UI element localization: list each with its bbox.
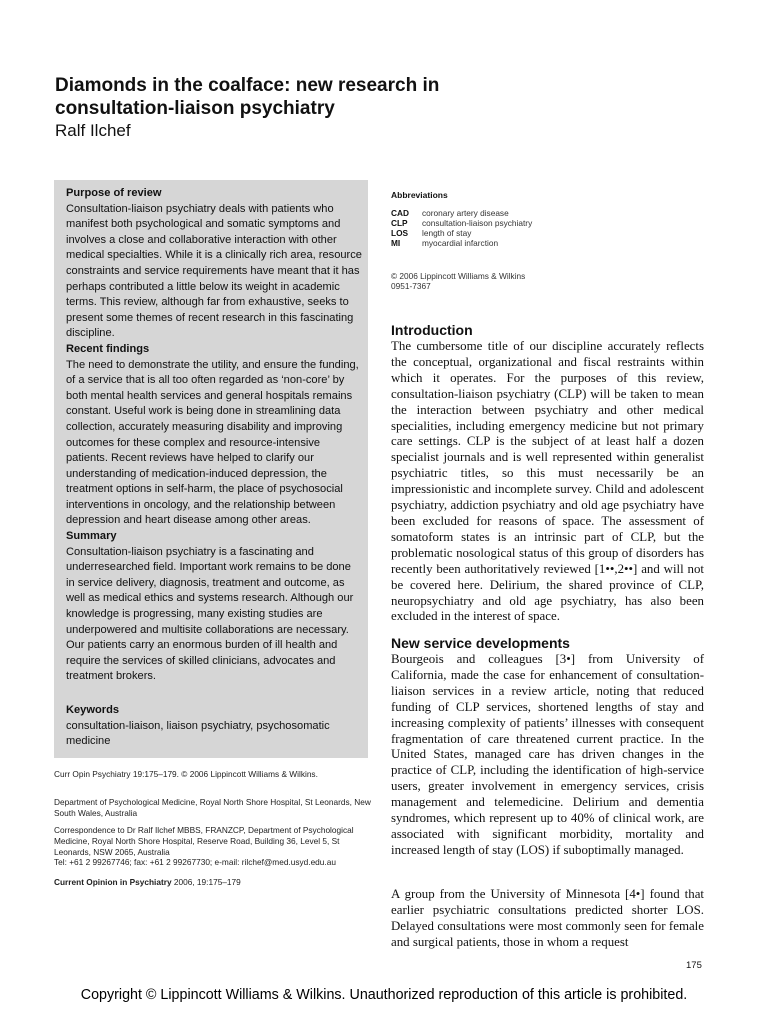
journal-reference [54,877,374,888]
abstract-purpose [66,186,362,685]
abbr-key: CAD [391,208,409,218]
article-title: Diamonds in the coalface: new research in consultation-liaison psychiatry [55,75,440,119]
abbr-key: LOS [391,228,409,238]
issn: 0951-7367 [391,281,431,292]
journal-ref: 2006, 19:175–179 [171,877,241,887]
correspondence-text: Correspondence to Dr Ralf Ilchef MBBS, FRANZCP, Department of Psychological Medicine, Royal North Shore Hospital, Reserve Road, Building 36, Level 5, St Leonards, NSW 2065, Australia [54,825,354,857]
purpose-text: Consultation-liaison psychiatry deals with patients who manifest both psychological and somatic symptoms and involves a close and collaborative interaction with other medical specialties. While it is a clinically rich area, resource constraints and service requirements have meant that it has perhaps contributed a little below its weight in academic terms. This review, although far from exhaustive, seeks to present some themes of recent research in this fascinating discipline. [66,202,362,340]
keywords-heading: Keywords [66,704,120,716]
citation-line: Curr Opin Psychiatry 19:175–179. © 2006 Lippincott Williams & Wilkins. [54,769,318,779]
article-author: Ralf Ilchef [55,121,131,140]
abbr-value: myocardial infarction [422,238,499,248]
findings-text: The need to demonstrate the utility, and ensure the funding, of a service that is all too often regarded as ‘non-core’ by both mental health services and general hospitals remains constant. Useful work is being done in streamlining data collection, accurately measuring disability and improving outcomes for these complex and resource-intensive patients. Recent reviews have helped to clarify our understanding of medication-induced depression, the treatment options in self-harm, the place of psychosocial interventions in oncology, and the relationship between depression and heart disease among other areas. [66,358,359,527]
purpose-heading: Purpose of review [66,187,162,199]
department-affiliation: Department of Psychological Medicine, Royal North Shore Hospital, St Leonards, New South Wales, Australia [54,797,371,818]
minnesota-body [391,887,704,951]
service-heading: New service developments [391,635,570,651]
keywords-text: consultation-liaison, liaison psychiatry, psychosomatic medicine [66,719,330,748]
journal-name: Current Opinion in Psychiatry [54,877,172,887]
abbreviations-heading: Abbreviations [391,190,448,200]
introduction-text: The cumbersome title of our discipline accurately reflects the conceptual, organizational and fiscal restraints within which it operates. For the purposes of this review, consultation-liaison psychiatry (CLP) will be taken to mean the interaction between psychiatry and other medical specialities, including emergency medicine but not primary care settings. CLP is the subject of at least half a dozen specialist journals and is well represented within generalist psychiatric titles, so this must necessarily be an impressionistic and incomplete survey. Child and adolescent psychiatry, addiction psychiatry and old age psychiatry have been excluded for reasons of space. The assessment of somatoform states is an intrinsic part of CLP, but the problematic nosological status of this group of disorders has recently been authoritatively reviewed [1••,2••] and will not be covered here. Delirium, the shared province of CLP, neuropsychiatry and old age psychiatry, has also been excluded in the interest of space. [391,339,704,624]
abbreviation-row [391,218,532,228]
abbr-value: length of stay [422,228,472,238]
introduction-body [391,339,704,625]
findings-heading: Recent findings [66,342,150,355]
copyright-footer: Copyright © Lippincott Williams & Wilkins. Unauthorized reproduction of this article is prohibited. [80,987,688,1003]
abbr-key: CLP [391,218,408,228]
contact-details: Tel: +61 2 99267746; fax: +61 2 99267730; e-mail: rilchef@med.usyd.edu.au [54,857,336,868]
summary-text: Consultation-liaison psychiatry is a fascinating and underresearched field. Important work remains to be done in service delivery, diagnosis, treatment and outcome, as well as medical ethics and systems research. Although our knowledge is progressing, many existing studies are underpowered and multisite collaborations are necessary. Our patients carry an enormous burden of ill health and require the services of skilled clinicians, advocates and treatment brokers. [66,545,354,683]
summary-heading: Summary [66,530,117,543]
abbr-value: consultation-liaison psychiatry [422,218,533,228]
abbr-key: MI [391,238,401,248]
introduction-heading: Introduction [391,322,473,338]
abbr-value: coronary artery disease [422,208,509,218]
page-number: 175 [686,960,702,971]
service-text: Bourgeois and colleagues [3•] from University of California, made the case for enhancement of consultation-liaison services in a review article, noting that reduced funding of CLP services, shortened lengths of stay and increasing complexity of patients’ illnesses with consequent fragmentation of care threatened current practice. In the United States, managed care has driven changes in the practice of CLP, including the identification of high-service users, greater involvement in emergency services, crisis management and telemedicine. Delirium and dementia syndromes, which represent up to 40% of clinical work, are associated with significant morbidity, mortality and increased length of stay (LOS) if suboptimally managed. [391,652,704,857]
copyright-line: © 2006 Lippincott Williams & Wilkins [391,271,526,281]
publisher-copyright [391,271,641,291]
abbreviation-row [391,208,509,218]
abstract-keywords [66,703,362,750]
correspondence-address [54,825,372,868]
minnesota-text: A group from the University of Minnesota [4•] found that earlier psychiatric consultations predicted shorter LOS. Delayed consultations were most commonly seen for female and surgical patients, those in whom a request [391,887,704,949]
abbreviation-row [391,228,471,238]
abbreviation-row [391,238,498,248]
service-body [391,652,704,859]
